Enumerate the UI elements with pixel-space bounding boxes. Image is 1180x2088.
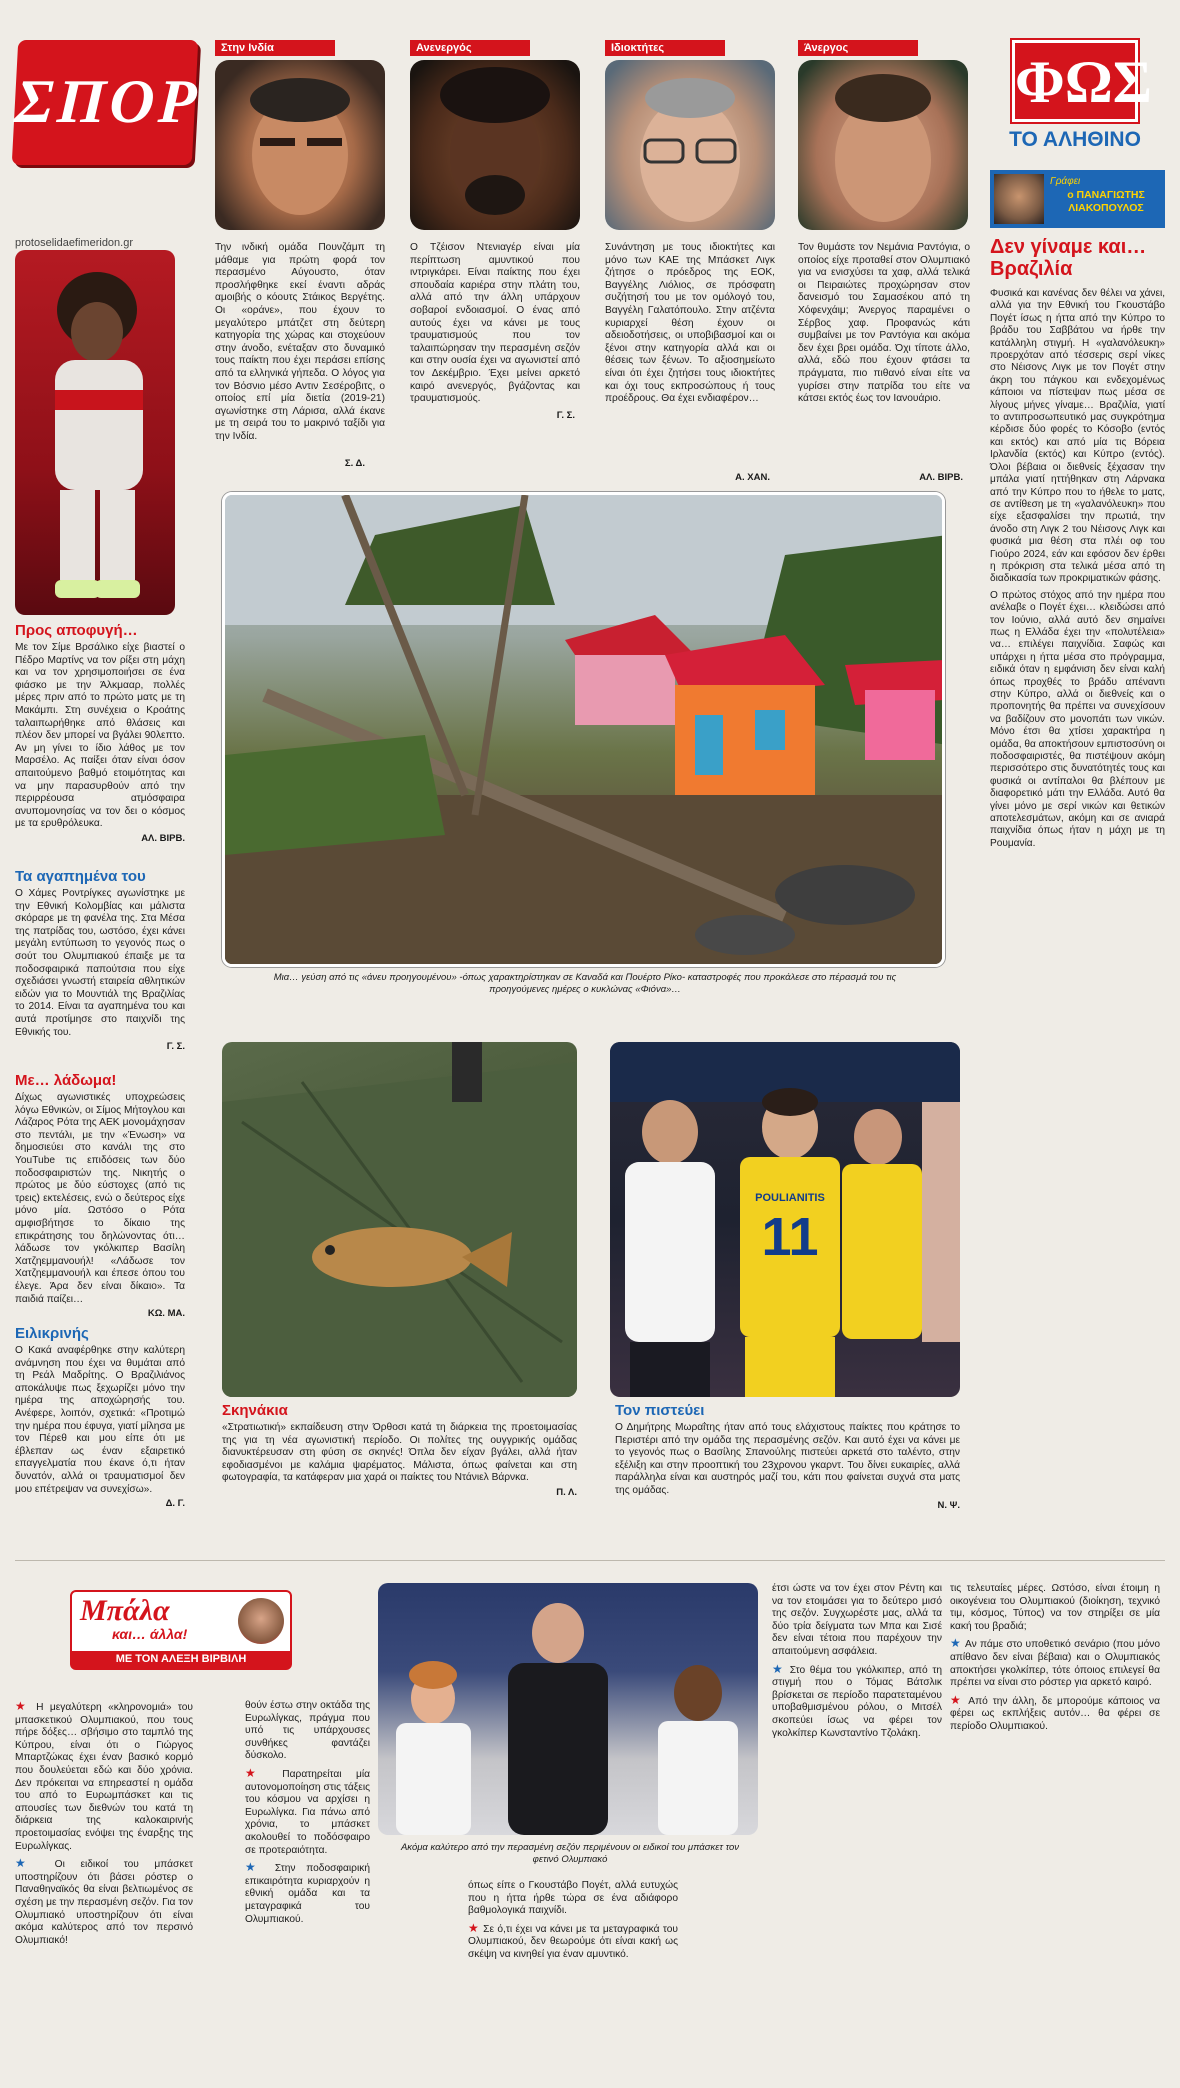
player-portrait-denayer (410, 60, 580, 230)
bottom-col-1-p1-text: Η μεγαλύτερη «κληρονομιά» του μπασκετικού Ολυμπιακού, που τους πήρε δόξες… σβήσιμο στο ταμπλό της Κύπρου, είναι ότι ο Γιώργος Μπαρτζώκας έχει έναν βασικό κορμό που δουλεύεται εδώ και δύο χρόνια. Δεν πρόκειται να επηρεαστεί η ομάδα του από τo Ευρωμπάσκετ και τις απουσίες των διεθνών του κατά τη διάρκεια της καλοκαιρινής προετοιμασίας ενόψει της έναρξης της Ευρωλίγκας. (15, 1702, 193, 1852)
basketball-photo (610, 1042, 960, 1397)
bottom-col-2-p2 (245, 1767, 370, 1857)
bottom-divider (15, 1560, 1165, 1561)
red-star-icon: ★ (468, 1920, 484, 1935)
bottom-col-2-p3 (245, 1861, 370, 1926)
left-story-2-text: Ο Χάμες Ροντρίγκες αγωνίστηκε με την Εθνική Κολομβίας και μάλιστα σκόραρε με τη φανέλα της. Στα Μέσα της πατρίδας του, ωστόσο, έχει κάνει μεγάλη εντύπωση το γεγονός πως ο σούτ του Ολυμπιακού έπαιξε με τα ποδοσφαιρικά παπούτσια που είχε σχεδιάσει γνωστή εταιρεία αθλητικών ειδών για το Μουντιάλ της Βραζιλίας το 2014. Είναι τα αγαπημένα του και αυτά προτίμησε στο παιχνίδι της Εθνικής του. (15, 888, 185, 1038)
bottom-col-3-p1: όπως είπε ο Γκουστάβο Πογέτ, αλλά ευτυχώς που η ήττα ήρθε τώρα σε ένα αδιάφορο βαθμολογικά παιχνίδι. (468, 1880, 678, 1917)
tag-unemployed: Άνεργος (798, 40, 918, 56)
left-story-2-sig: Γ. Σ. (166, 1041, 185, 1053)
balla-avatar (238, 1598, 284, 1644)
bottom-col-4-p1: έτσι ώστε να τον έχει στον Ρέντη και να τον ετοιμάσει για το δεύτερο μισό της σεζόν. Συγχωρέστε μας, αλλά τα δύο τρία δείγματα των Μπα και Σισέ δεν είναι τέτοια που παρέχουν την απαιτούμενη ασφάλεια. (772, 1583, 942, 1657)
blue-star-icon: ★ (772, 1661, 790, 1676)
radonjic-portrait (798, 60, 968, 230)
jersey-number: 11 (761, 1207, 819, 1267)
marcelo-photo (15, 250, 175, 615)
bottom-col-5-p2-text: Αν πάμε στο υποθετικό σενάριο (που μόνο απίθανο δεν είναι βέβαια) και ο Ολυμπιακός αποκτήσει γκολκίπερ, τότε όποιος επιλεγεί θα πρέπει να είναι στο ρόστερ για αρκετό καιρό. (950, 1639, 1160, 1689)
right-headline: Δεν γίναμε και… Βραζιλία (990, 236, 1147, 280)
hurricane-caption: Μια… γεύση από τις «άνευ προηγουμένου» -όπως χαρακτηρίστηκαν σε Καναδά και Πουέρτο Ρίκο- καταστροφές που προκάλεσε στο πέρασμά του τις προηγούμενες ημέρες ο κυκλώνας «Φιόνα»… (273, 972, 897, 995)
mid-story-trust (615, 1402, 960, 1511)
bottom-col-5-p3-text: Από την άλλη, δε μπορούμε κάποιος να φέρει ως εκπλήξεις αυτόν… θα φέρει σε περίοδο Ολυμπιακού. (950, 1695, 1161, 1732)
bottom-col-5-p3 (950, 1694, 1160, 1734)
left-story-4-text: Ο Κακά αναφέρθηκε στην καλύτερη ανάμνηση που έχει να θυμάται από τη Ρεάλ Μαδρίτης. Ο Βραζιλιάνος αποκάλυψε πως ξεχωρίζει μόνο την ημέρα της αποχώρησής του. Ανέφερε, λοιπόν, σχετικά: «Προτιμώ την ημέρα που έφυγα, γιατί μίλησα με τον Πέρεθ και μου είπε ότι με έβλεπαν ως έναν εξαιρετικό επαγγελματία που έκανε ό,τι ήταν δυνατόν, αλλά οι τραυματισμοί δεν μου επέτρεψαν να συνεχίσω». (15, 1345, 185, 1495)
left-story-1-sig: ΑΛ. ΒΙΡΒ. (141, 832, 185, 844)
right-column-text (990, 288, 1165, 854)
phos-subtitle: ΤΟ ΑΛΗΘΙΝΟ (1009, 128, 1141, 151)
bottom-col-5-p1: τις τελευταίες μέρες. Ωστόσο, είναι έτοιμη η οικογένεια του Ολυμπιακού (διοίκηση, τεχνικό τιμ, κόσμος, Τύπος) να τον στηρίξει σε μία κακή του βραδιά; (950, 1583, 1160, 1632)
sport-logo (12, 40, 203, 165)
right-paragraph-2: Ο πρώτος στόχος από την ημέρα που ανέλαβε ο Πογέτ έχει… κλειδώσει από τον Ιούνιο, αλλά αυτό δεν σημαίνει πως η Ελλάδα έχει την «πολυτέλεια» να… επιλέγει παιχνίδια. Σαφώς και υπάρχει η ήττα μέσα στο πρόγραμμα, ειδικά όταν η εμφάνιση δεν είναι καλή όπως προχθές το βράδυ απέναντι στην Κύπρο, αλλά οι διεθνείς και ο προπονητής θα πρέπει να συνεχίσουν να βαδίζουν στο μονοπάτι των νικών. Μόνο έτσι θα χτίσει χαρακτήρα η ομάδα, θα αποκτήσουν εμπιστοσύνη οι ποδοσφαιριστές, θα πιστέψουν ακόμη περισσότερο στις δυνατότητές τους και φυσικά οι αντίπαλοι θα βλέπουν με διαφορετικό μάτι την Ελλάδα. Αυτό θα γίνει μόνο με σερί νικών και θετικών αποτελεσμάτων, ακόμη και σε ανιαρά παιχνίδια όπως ήταν η μάχη με τη Ρουμανία. (990, 589, 1165, 849)
mid-story-trust-text: Ο Δημήτρης Μωραΐτης ήταν από τους ελάχιστους παίκτες που κράτησε το Περιστέρι από την ομάδα της περασμένης σεζόν. Και αυτό έχει να κάνει με το γεγονός πως ο Βασίλης Σπανούλης πιστεύει αρκετά στο ταλέντο, στην εξέλιξη και στην προοπτική του 23χρονου γκαρντ. Του δίνει ευκαιρίες, αλλά παράλληλα είναι και αυστηρός μαζί του, κάτι που φαίνεται συχνά στα ματς της ομάδας. (615, 1422, 960, 1496)
bottom-col-5-p2 (950, 1637, 1160, 1689)
face-tile-owners (605, 40, 775, 235)
blue-star-icon: ★ (950, 1636, 965, 1651)
story-owners-sig: Α. ΧΑΝ. (735, 472, 770, 483)
tag-owners: Ιδιοκτήτες (605, 40, 725, 56)
mid-story-tents-text: «Στρατιωτική» εκπαίδευση στην Όρθοσι κατά τη διάρκεια της προετοιμασίας της για τη νέα αγωνιστική περίοδο. Οι πολίτες της ουγγρικής ομάδας διανυκτέρευσαν στη φύση σε σκηνές! Όπλα δεν είχαν βγάλει, αλλά ήταν εφοδιασμένοι με καλάμια ψαρέματος. Μάλιστα, όπως φαίνεται και στη φωτογραφία, τα κατάφεραν μια χαρά οι παίκτες του Ντάνιελ Βάρνκα. (222, 1422, 577, 1484)
red-star-icon: ★ (950, 1692, 969, 1707)
left-story-2-head: Τα αγαπημένα του (15, 868, 146, 885)
bottom-col-3-p2-text: Σε ό,τι έχει να κάνει με τα μεταγραφικά του Ολυμπιακού, δεν θεωρούμε ότι είναι κακή ως σκέψη να κινηθεί για έναν αμυντικό. (468, 1923, 679, 1960)
blue-star-icon: ★ (245, 1860, 275, 1875)
tag-inactive: Ανενεργός (410, 40, 530, 56)
left-story-2 (15, 868, 185, 1052)
mid-story-trust-sig: Ν. Ψ. (937, 1499, 960, 1511)
bottom-col-4 (772, 1583, 942, 1744)
left-story-3-sig: ΚΩ. ΜΑ. (147, 1308, 185, 1320)
bottom-col-4-p2-text: Στο θέμα του γκόλκιπερ, από τη στιγμή που ο Τόμας Βάτσλικ βρίσκεται σε περίοδο παρατεταμένου υποβαθμισμένου ρόλου, ο Μιτσέλ σκοπεύει ίσως να φέρει τον γκολκίπερ Κωνσταντίνο Τζολάκη. (772, 1664, 943, 1739)
left-story-3-text: Δίχως αγωνιστικές υποχρεώσεις λόγω Εθνικών, οι Σίμος Μήτογλου και Λάζαρος Ρότα της ΑΕΚ μονομάχησαν στο πεντάλι, με την «Ένωση» να δημοσιεύει στο κανάλι της στο YouTube τις επιδόσεις των δύο ποδοσφαιριστών της. Νικητής ο πρώτος με δύο εύστοχες (από τις τρεις) εκτελέσεις, ενώ ο δεύτερος είχε μόνο μία. Ωστόσο ο Ρότα αμφισβήτησε το δίκαιο της επικράτησης του δηλώνοντας ότι… λάδωσε τον γκόλκιπερ Βασίλη Χατζηεμμανουήλ! «Λάδωσε τον Χατζηεμμανουήλ και έπεσε όπου του έλεγε. Άρα δεν είναι δίκαιο». Τα παιδιά παίζει… (15, 1092, 185, 1305)
bottom-col-2-p3-text: Στην ποδοσφαιρική επικαιρότητα κυριαρχούν η εθνική ομάδα και τα μεταγραφικά του Ολυμπιακού. (245, 1863, 370, 1925)
liolios-portrait (605, 60, 775, 230)
story-inactive-text: Ο Τζέισον Ντενιαγέρ είναι μία περίπτωση αμυντικού που ιντριγκάρει. Είναι παίκτης που έχει σπουδαία καριέρα στην πλάτη του, αλλά από την άλλη υπάρχουν σοβαροί ενδοιασμοί. Ο ένας από αυτούς έχει να κάνει με τους τραυματισμούς που τον ταλαιπώρησαν την περασμένη σεζόν και στην ουσία έχει να αγωνιστεί από τον Δεκέμβριο. Έχει μείνει αρκετό καιρό ανενεργός, βγάζοντας και τραυματισμούς. (410, 242, 580, 405)
hurricane-photo (222, 492, 945, 967)
phos-logo-text: ΦΩΣ (1015, 49, 1153, 115)
bottom-col-1-p1 (15, 1700, 193, 1853)
red-star-icon: ★ (245, 1765, 283, 1780)
face-tile-unemployed (798, 40, 968, 235)
bottom-col-1-p2-text: Οι ειδικοί του μπάσκετ υποστηρίζουν ότι βάσει ρόστερ ο Παναθηναϊκός θα είναι βελτιωμένος σε σχέση με την περασμένη σεζόν. Για τον Ολυμπιακό υποστηρίζουν ότι είναι ακόμα καλύτερος από τον περσινό Ολυμπιακό! (15, 1859, 194, 1946)
tag-india: Στην Ινδία (215, 40, 335, 56)
red-star-icon: ★ (15, 1699, 37, 1713)
left-story-3-head: Με… λάδωμα! (15, 1072, 117, 1089)
columnist-avatar (994, 174, 1044, 224)
mid-story-tents-sig: Π. Λ. (556, 1486, 577, 1498)
left-story-1-head: Προς αποφυγή… (15, 622, 138, 639)
tent-fish-photo (222, 1042, 577, 1397)
face-tile-inactive (410, 40, 580, 235)
bottom-col-2 (245, 1700, 370, 1930)
left-story-4 (15, 1325, 185, 1509)
balla-logo-sub: και… άλλα! (112, 1626, 188, 1642)
site-watermark: protoselidaefimeridon.gr (15, 237, 134, 249)
jersey-name: POULIANITIS (755, 1192, 825, 1204)
bottom-col-2-p2-text: Παρατηρείται μία αυτονομοποίηση στις τάξεις του κόσμου να αρχίσει η Ευρωλίγκα. Για πάνω από χρόνια, το μπάσκετ ακολουθεί το ποδόσφαιρο σε προτεραιότητα. (245, 1768, 371, 1856)
blue-star-icon: ★ (15, 1856, 55, 1871)
bottom-col-2-p1: θούν έστω στην οκτάδα της Ευρωλίγκας, πράγμα που υπό τις υπάρχουσες συνθήκες φαντάζει δύσκολο. (245, 1700, 370, 1762)
sport-logo-text: ΣΠΟΡ (13, 68, 203, 136)
balla-logo (70, 1590, 292, 1670)
bottom-col-3 (468, 1880, 678, 1966)
balla-logo-main: Μπάλα (80, 1594, 170, 1627)
left-story-1 (15, 622, 185, 844)
right-paragraph-1: Φυσικά και κανένας δεν θέλει να χάνει, αλλά για την Εθνική του Γκουστάβο Πογέτ ίσως η ήττα από την Κύπρο το βράδυ του Σαββάτου να ήρθε την κατάλληλη στιγμή. Η «γαλανόλευκη» προερχόταν από τέσσερις σερί νίκες στο Νέισονς Λιγκ με τον Πογέτ στην άκρη του πάγκου και ενδεχομένως κάποιοι να πίστεψαν πως μέσα σε λίγους μήνες γίναμε… Βραζιλία, γιατί το αντιπροσωπευτικό μας συγκρότημα κέρδισε δύο φορές το Κόσοβο (εντός και εκτός) και από μία τις Βόρεια Ιρλανδία (εκτός) και Κύπρο (εντός). Όλοι βέβαια οι διεθνείς ξέχασαν την μπάλα γιατί ηττήθηκαν στη Λάρνακα από την Κύπρο που το ήθελε το ματς, σε αντίθεση με τη «γαλανόλευκη» που είχε εξασφαλίσει την πρωτιά, την άνοδο στη Λιγκ 2 του Νέισονς Λιγκ και φυσικά μια θέση στα πλέι οφ του Γιούρο 2024, εάν και εφόσον δεν έρθει η πρόκριση στα τελικά μέσα από τη διαδικασία των προκριματικών φάσης. (990, 288, 1165, 585)
bottom-col-1-p2 (15, 1857, 193, 1947)
mid-story-tents-head: Σκηνάκια (222, 1402, 288, 1419)
left-story-4-sig: Δ. Γ. (165, 1498, 185, 1510)
left-story-3 (15, 1072, 185, 1319)
phos-logo (1012, 40, 1153, 122)
bottom-col-4-p2 (772, 1663, 942, 1741)
columnist-box (990, 170, 1165, 228)
bottom-col-5 (950, 1583, 1160, 1738)
mid-story-trust-head: Τον πιστεύει (615, 1402, 705, 1419)
columnist-name: ο ΠΑΝΑΓΙΩΤΗΣ ΛΙΑΚΟΠΟΥΛΟΣ (1067, 189, 1145, 214)
bottom-col-3-p2 (468, 1922, 678, 1962)
story-unemployed-sig: ΑΛ. ΒΙΡΒ. (919, 472, 963, 483)
story-india-text: Την ινδική ομάδα Πουνζάμπ τη μάθαμε για πρώτη φορά τον περασμένο Αύγουστο, όταν προσλήφθηκε εκεί έναντι αδράς αμοιβής ο κόουτς Στάικος Βεργέτης. Οι «οράνε», που έχουν το μεγαλύτερο μπάτζετ στη δεύτερη κατηγορία της χώρας και στοχεύουν στην άνοδο, ενέταξαν στο δυναμικό τους παίκτη που έχει περάσει επίσης από τα ελληνικά γήπεδα. Ο λόγος για τον Βόσνιο μέσο Αντιν Σεσέροβιτς, ο οποίος επί μία διετία (2019-21) αγωνίστηκε στη Λάρισα, αλλά έκανε με τη σειρά του το μακρινό ταξίδι για την Ινδία. (215, 242, 385, 442)
story-india-sig: Σ. Δ. (344, 458, 365, 469)
olympiacos-coach-photo (378, 1583, 758, 1835)
story-owners-text: Συνάντηση με τους ιδιοκτήτες και μόνο των ΚΑΕ της Μπάσκετ Λιγκ ζήτησε ο πρόεδρος της ΕΟΚ, Βαγγέλης Λιόλιος, σε πρόσφατη συζήτησή του με τον ομόλογό του, Βαγγέλη Γαλατόπουλο. Στην ατζέντα κυριαρχεί θέση έχουν οι αδειοδοτήσεις, οι υποβιβασμοί και οι ξένοι στην κατηγορία αλλά και οι θέσεις των ξένων. Το αξιοσημείωτο είναι ότι έχει ζητήσει τους ιδιοκτήτες και όχι τους εκπροσώπους ή τους προέδρους. Θα έχει ενδιαφέρον… (605, 242, 775, 405)
face-tile-india (215, 40, 385, 235)
coach-photo-caption: Ακόμα καλύτερο από την περασμένη σεζόν περιμένουν οι ειδικοί του μπάσκετ τον φετινό Ολυμπιακό (400, 1842, 740, 1865)
left-story-1-text: Με τον Σίμε Βρσάλικο είχε βιαστεί ο Πέδρο Μαρτίνς να τον ρίξει στη μάχη και να τον χρησιμοποιήσει σε ένα φιάσκο με την Άλκμααρ, πολλές μέρες πριν από το πρώτο ματς με τη Μακάμπι. Στη συνέχεια ο Κροάτης ταλαιπωρήθηκε από θλάσεις και πλέον δεν μπορεί να βγάλει 90λεπτο. Αν μη γίνει το ίδιο λάθος με τον Μαρσέλο. Ας παίξει όταν είναι όσον απαιτούμενο βαθμό ετοιμότητας και να μην παρασυρθούν από την περιρρέουσα ατμόσφαιρα ανυπομονησίας να τον δει ο κόσμος με τα ερυθρόλευκα. (15, 642, 185, 830)
mid-story-tents (222, 1402, 577, 1498)
coach-portrait (215, 60, 385, 230)
bottom-col-1 (15, 1700, 193, 1951)
left-story-4-head: Ειλικρινής (15, 1325, 89, 1342)
balla-author: ΜΕ ΤΟΝ ΑΛΕΞΗ ΒΙΡΒΙΛΗ (72, 1651, 290, 1668)
story-inactive-sig: Γ. Σ. (556, 410, 575, 421)
story-unemployed-text: Τον θυμάστε τον Νεμάνια Ραντόγια, ο οποίος είχε προταθεί στον Ολυμπιακό για να ενισχύσει τα χαφ, αλλά τελικά οι Πειραιώτες προχώρησαν στον δανεισμό του Σαμασέκου από τη Χόφενχάιμ; Άνεργος παραμένει ο Σέρβος χαφ. Προφανώς κάτι συμβαίνει με τον Ραντόγια και ακόμα δεν έχει βρει ομάδα. Όχι τίποτε άλλο, αλλά, εδώ που έχουν φτάσει τα πράγματα, πιο πιθανό είναι είτε να γυρίσει στην πατρίδα του είτε να κάτσει εκτός έως τον Ιανουάριο. (798, 242, 970, 405)
columnist-writes: Γράφει (1050, 176, 1081, 187)
